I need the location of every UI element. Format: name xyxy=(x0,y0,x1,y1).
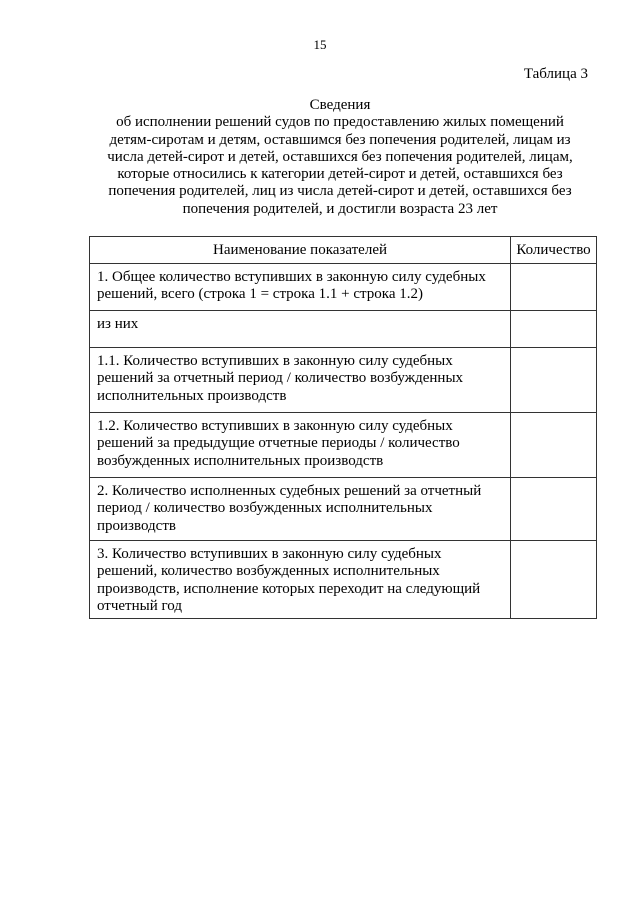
page-number: 15 xyxy=(313,37,327,52)
table-caption: Таблица 3 xyxy=(523,66,588,82)
title-line-6: попечения родителей, и достигли возраста 23 лет xyxy=(182,200,498,217)
table-row xyxy=(90,478,597,541)
column-header-quantity: Количество xyxy=(511,237,597,264)
row-value-cell xyxy=(511,413,597,478)
title-line-4: которые относились к категории детей-сирот и детей, оставшихся без xyxy=(117,166,563,183)
title-line-1: об исполнении решений судов по предоставлению жилых помещений xyxy=(116,114,564,131)
row-value-cell xyxy=(511,541,597,619)
row-label-cell: 1.1. Количество вступивших в законную силу судебных решений за отчетный период / количество возбужденных исполнительных производств xyxy=(90,348,511,413)
column-header-indicators: Наименование показателей xyxy=(90,237,511,264)
row-label-cell: 3. Количество вступивших в законную силу судебных решений, количество возбужденных исполнительных производств, исполнение которых переходит на следующий отчетный год xyxy=(90,541,511,619)
row-label-cell: из них xyxy=(90,311,511,348)
table-row xyxy=(90,541,597,619)
row-value-cell xyxy=(511,348,597,413)
table-row xyxy=(90,348,597,413)
table-row xyxy=(90,311,597,348)
row-label-cell: 1. Общее количество вступивших в законную силу судебных решений, всего (строка 1 = строка 1.1 + строка 1.2) xyxy=(90,264,511,311)
table-row xyxy=(90,264,597,311)
row-label-cell: 1.2. Количество вступивших в законную силу судебных решений за предыдущие отчетные периоды / количество возбужденных исполнительных производств xyxy=(90,413,511,478)
row-value-cell xyxy=(511,478,597,541)
title-line-5: попечения родителей, лиц из числа детей-сирот и детей, оставшихся без xyxy=(108,183,572,200)
document-title-block xyxy=(90,97,590,218)
row-label-cell: 2. Количество исполненных судебных решений за отчетный период / количество возбужденных исполнительных производств xyxy=(90,478,511,541)
row-value-cell xyxy=(511,311,597,348)
title-line-2: детям-сиротам и детям, оставшимся без попечения родителей, лицам из xyxy=(109,131,571,148)
title-line-3: числа детей-сирот и детей, оставшихся без попечения родителей, лицам, xyxy=(107,148,573,165)
row-value-cell xyxy=(511,264,597,311)
indicators-table xyxy=(89,236,597,619)
document-title-heading: Сведения xyxy=(309,97,371,113)
table-header-row xyxy=(90,237,597,264)
table-row xyxy=(90,413,597,478)
